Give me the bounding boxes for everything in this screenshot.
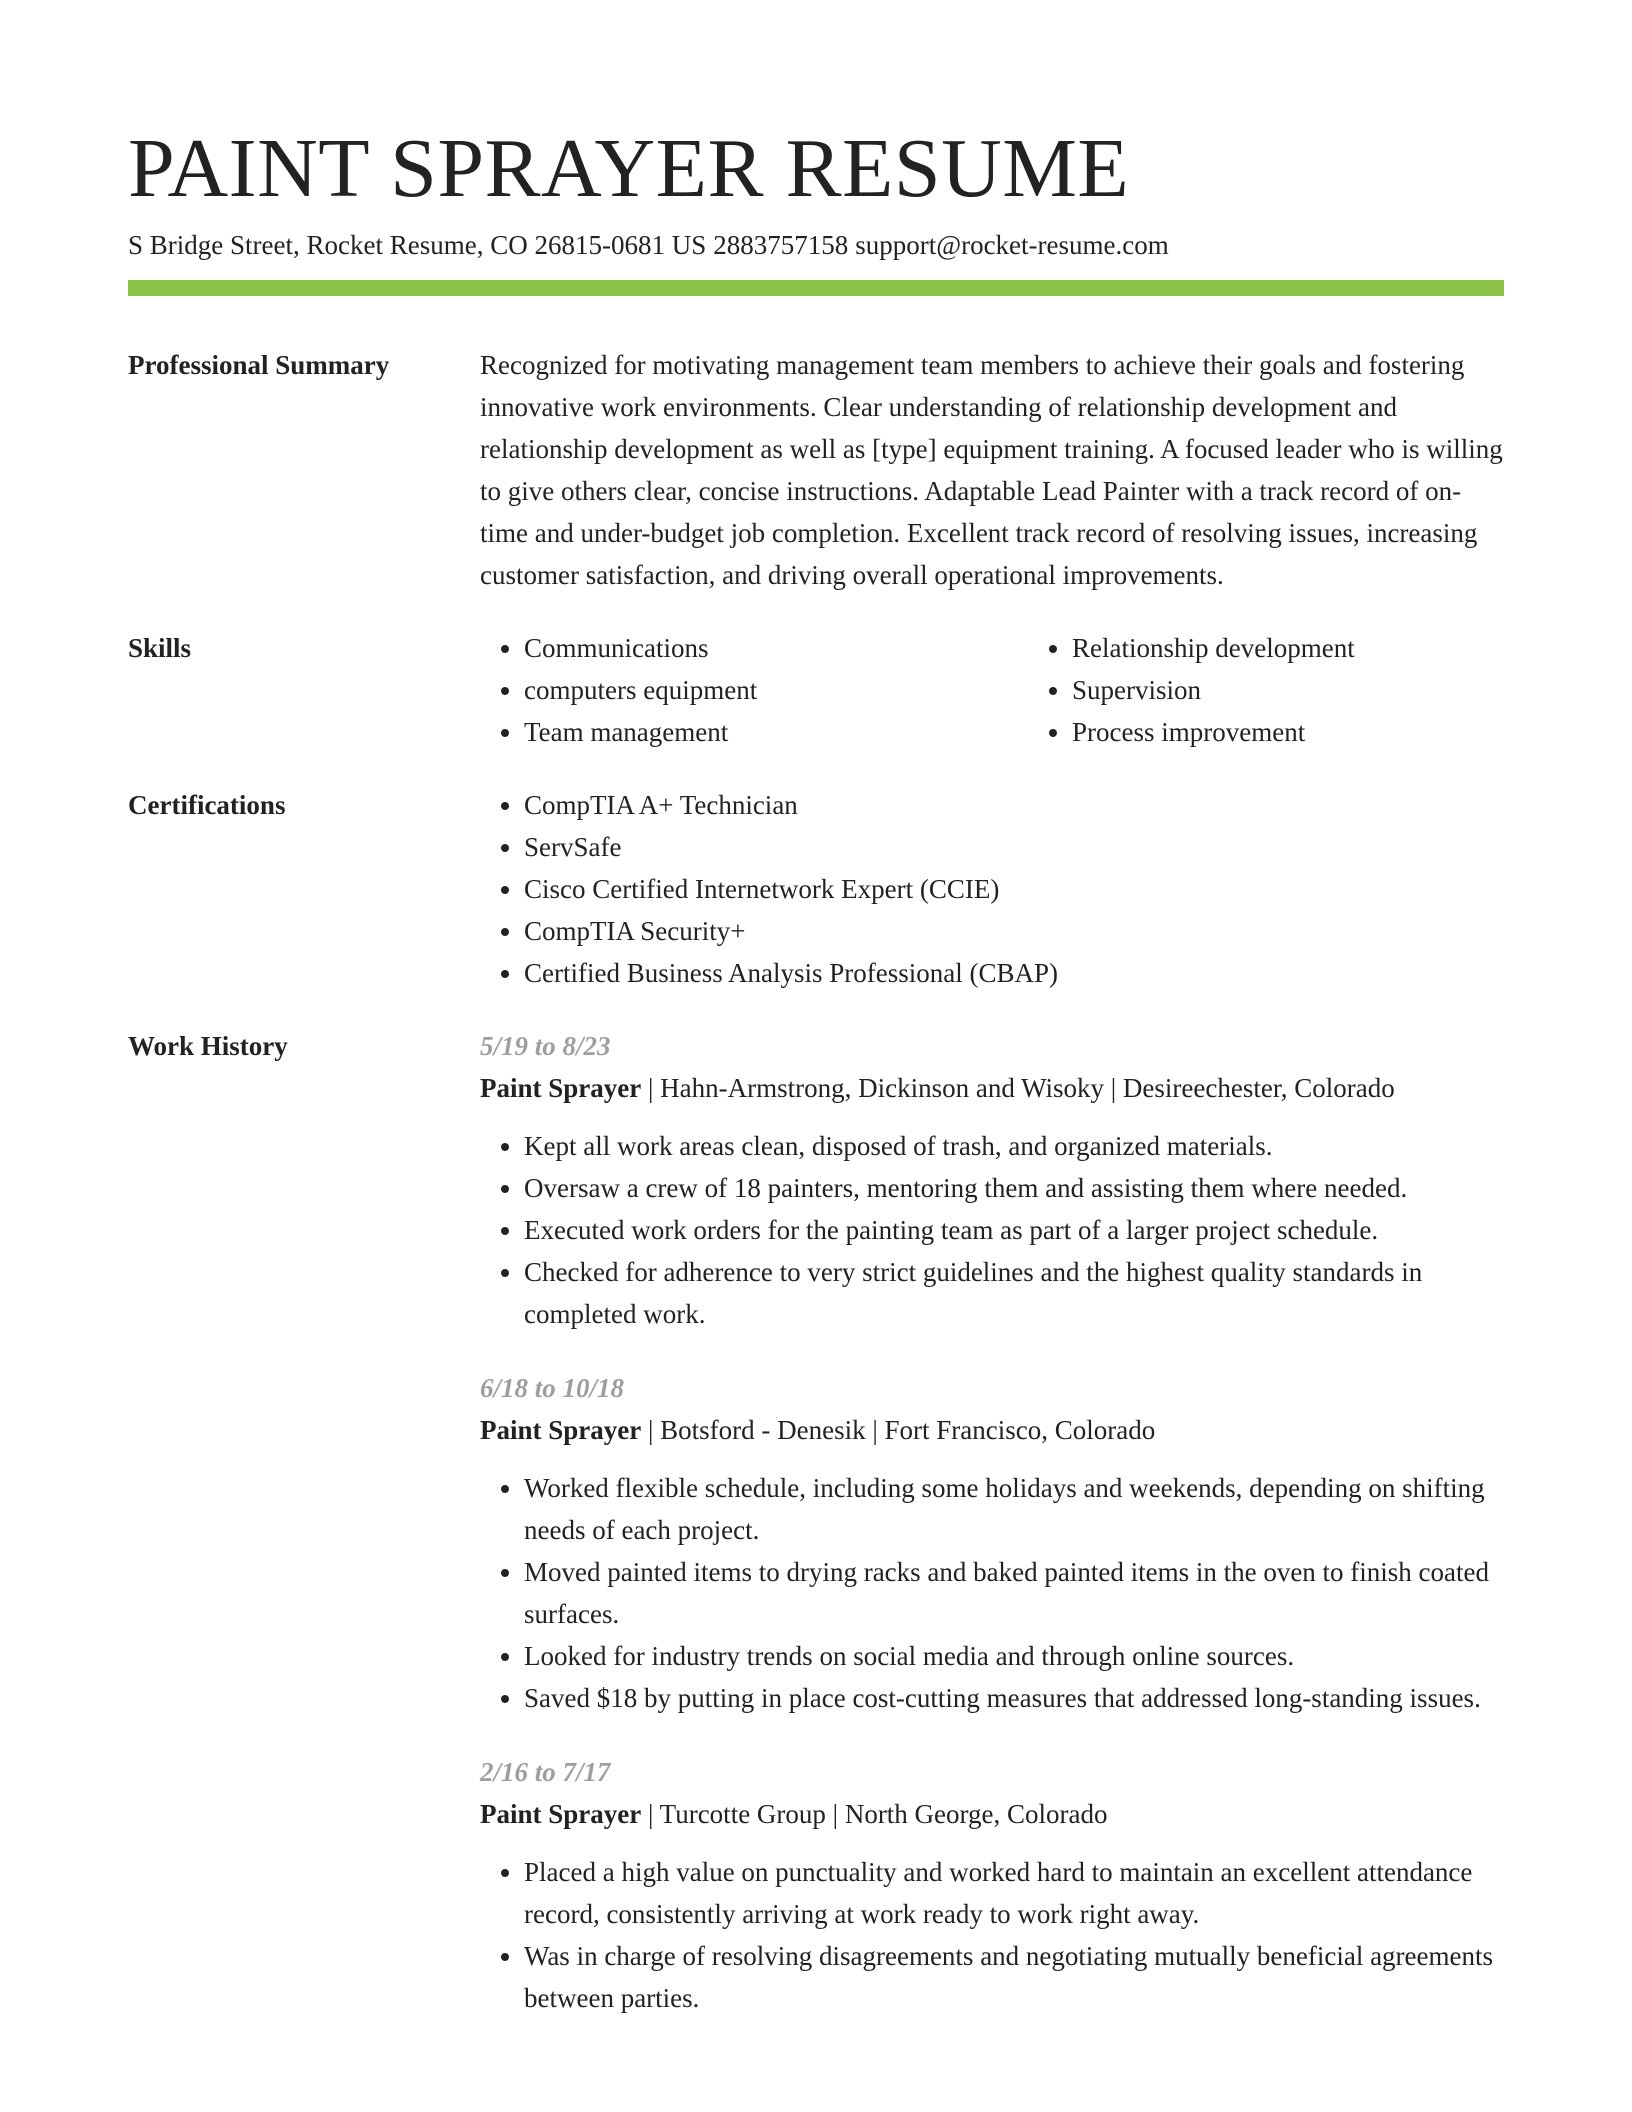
skills-list-right [1028, 627, 1576, 753]
work-history-section [128, 1025, 1504, 2019]
list-item: • Worked flexible schedule, including some holidays and weekends, depending on shifting needs of each project. [524, 1467, 1504, 1551]
job-title: Paint Sprayer [480, 1073, 642, 1103]
job-title: Paint Sprayer [480, 1415, 642, 1445]
list-item: • Checked for adherence to very strict guidelines and the highest quality standards in completed work. [524, 1251, 1504, 1335]
summary-body [480, 344, 1504, 596]
job-employer-location: | Hahn-Armstrong, Dickinson and Wisoky | Desireechester, Colorado [641, 1073, 1395, 1103]
list-item: • ServSafe [524, 826, 1504, 868]
list-item: • CompTIA Security+ [524, 910, 1504, 952]
job-bullets [480, 1125, 1504, 1335]
job-heading [480, 1067, 1504, 1109]
list-item: • Supervision [1072, 669, 1576, 711]
list-item: • Was in charge of resolving disagreements and negotiating mutually beneficial agreements between parties. [524, 1935, 1504, 2019]
job-heading [480, 1409, 1504, 1451]
job-dates: 2/16 to 7/17 [480, 1757, 611, 1787]
list-item: • Certified Business Analysis Professional (CBAP) [524, 952, 1504, 994]
job-entry [480, 1367, 1504, 1719]
list-item: • CompTIA A+ Technician [524, 784, 1504, 826]
job-title: Paint Sprayer [480, 1799, 642, 1829]
job-dates: 5/19 to 8/23 [480, 1031, 611, 1061]
section-label-skills: Skills [128, 633, 192, 663]
contact-address: S Bridge Street, Rocket Resume, CO 26815-0681 US [128, 230, 707, 260]
summary-text: Recognized for motivating management team members to achieve their goals and fostering innovative work environments. Clear understanding of relationship development and relationship development as well as [type] equipment training. A focused leader who is willing to give others clear, concise instructions. Adaptable Lead Painter with a track record of on-time and under-budget job completion. Excellent track record of resolving issues, increasing customer satisfaction, and driving overall operational improvements. [480, 350, 1503, 590]
skills-grid [480, 627, 1576, 753]
job-dates: 6/18 to 10/18 [480, 1373, 625, 1403]
list-item: • Moved painted items to drying racks and baked painted items in the oven to finish coated surfaces. [524, 1551, 1504, 1635]
skills-list-left [480, 627, 1028, 753]
skills-section [128, 627, 1504, 753]
certifications-body [480, 784, 1504, 994]
job-employer-location: | Botsford - Denesik | Fort Francisco, Colorado [641, 1415, 1156, 1445]
accent-divider [128, 280, 1504, 296]
list-item: • Executed work orders for the painting team as part of a larger project schedule. [524, 1209, 1504, 1251]
list-item: • Communications [524, 627, 1028, 669]
certifications-list [480, 784, 1504, 994]
list-item: • Cisco Certified Internetwork Expert (CCIE) [524, 868, 1504, 910]
job-employer-location: | Turcotte Group | North George, Colorado [641, 1799, 1108, 1829]
list-item: • Saved $18 by putting in place cost-cutting measures that addressed long-standing issues. [524, 1677, 1504, 1719]
contact-phone: 2883757158 [713, 230, 849, 260]
contact-line [128, 228, 1504, 262]
list-item: • Oversaw a crew of 18 painters, mentoring them and assisting them where needed. [524, 1167, 1504, 1209]
skills-body [480, 627, 1576, 753]
list-item: • Placed a high value on punctuality and worked hard to maintain an excellent attendance record, consistently arriving at work ready to work right away. [524, 1851, 1504, 1935]
job-entry [480, 1025, 1504, 1335]
job-heading [480, 1793, 1504, 1835]
list-item: • Process improvement [1072, 711, 1576, 753]
job-bullets [480, 1467, 1504, 1719]
section-label-certifications: Certifications [128, 790, 286, 820]
list-item: • Looked for industry trends on social media and through online sources. [524, 1635, 1504, 1677]
certifications-section [128, 784, 1504, 994]
list-item: • Kept all work areas clean, disposed of trash, and organized materials. [524, 1125, 1504, 1167]
job-entry [480, 1751, 1504, 2019]
section-label-work-history: Work History [128, 1031, 288, 1061]
job-bullets [480, 1851, 1504, 2019]
contact-email: support@rocket-resume.com [855, 230, 1169, 260]
resume-title: PAINT SPRAYER RESUME [128, 122, 1130, 215]
section-label-summary: Professional Summary [128, 350, 390, 380]
list-item: • Team management [524, 711, 1028, 753]
list-item: • computers equipment [524, 669, 1028, 711]
work-history-body [480, 1025, 1504, 2019]
summary-section [128, 344, 1504, 596]
list-item: • Relationship development [1072, 627, 1576, 669]
